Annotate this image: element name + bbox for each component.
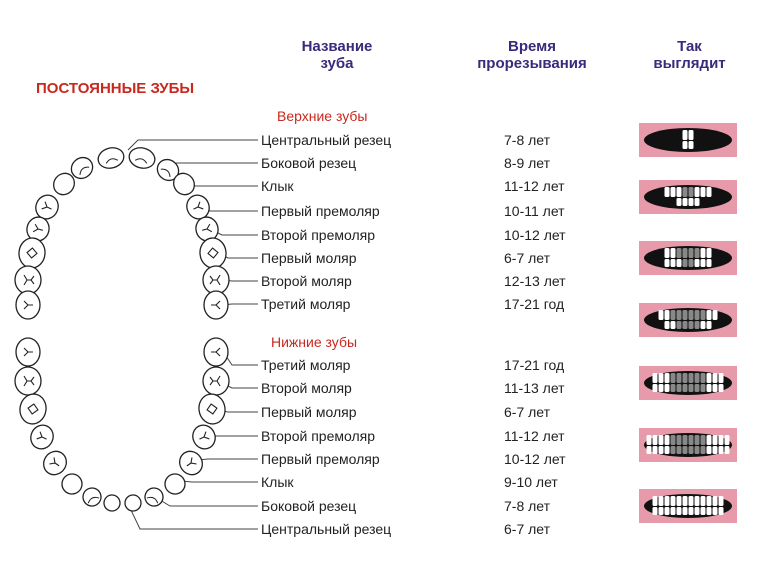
tooth xyxy=(204,338,228,366)
illustration-tooth xyxy=(695,248,700,258)
mouth-stage-7-illustration xyxy=(639,489,737,523)
header-appearance-line1: Так xyxy=(677,38,702,55)
illustration-tooth xyxy=(653,373,658,383)
illustration-tooth xyxy=(689,310,694,320)
header-appearance-line2: выглядит xyxy=(653,55,726,72)
tooth xyxy=(96,145,126,171)
illustration-tooth xyxy=(665,310,670,320)
illustration-tooth xyxy=(707,248,712,258)
tooth xyxy=(80,485,104,509)
illustration-tooth xyxy=(671,507,676,515)
illustration-tooth xyxy=(707,384,712,392)
illustration-tooth xyxy=(647,446,652,454)
illustration-tooth xyxy=(665,507,670,515)
illustration-tooth xyxy=(707,321,712,329)
illustration-tooth xyxy=(659,310,664,320)
illustration-tooth xyxy=(665,435,670,445)
illustration-tooth xyxy=(689,248,694,258)
upper-row-2-time: 8-9 лет xyxy=(504,155,551,171)
illustration-tooth xyxy=(683,384,688,392)
illustration-tooth xyxy=(677,446,682,454)
illustration-tooth xyxy=(665,248,670,258)
illustration-tooth xyxy=(719,496,724,506)
upper-row-2-name: Боковой резец xyxy=(261,155,357,171)
illustration-tooth xyxy=(695,310,700,320)
illustration-tooth xyxy=(689,259,694,267)
illustration-tooth xyxy=(659,384,664,392)
illustration-tooth xyxy=(683,198,688,206)
upper-row-7-time: 12-13 лет xyxy=(504,273,566,289)
header-eruption-time-line2: прорезывания xyxy=(477,55,587,72)
illustration-tooth xyxy=(701,435,706,445)
tooth xyxy=(199,237,228,269)
illustration-tooth xyxy=(701,248,706,258)
illustration-tooth xyxy=(671,310,676,320)
lower-row-5-name: Первый премоляр xyxy=(261,451,380,467)
header-tooth-name-line1: Название xyxy=(301,38,373,55)
illustration-tooth xyxy=(683,496,688,506)
illustration-tooth xyxy=(713,384,718,392)
leader-line xyxy=(198,459,258,460)
illustration-tooth xyxy=(665,259,670,267)
upper-row-7-name: Второй моляр xyxy=(261,273,352,289)
illustration-tooth xyxy=(677,248,682,258)
illustration-tooth xyxy=(701,496,706,506)
illustration-tooth xyxy=(659,446,664,454)
illustration-tooth xyxy=(713,446,718,454)
lower-row-7-time: 7-8 лет xyxy=(504,498,551,514)
illustration-tooth xyxy=(659,435,664,445)
illustration-tooth xyxy=(647,435,652,445)
illustration-tooth xyxy=(719,446,724,454)
lower-row-8-name: Центральный резец xyxy=(261,521,392,537)
illustration-tooth xyxy=(671,321,676,329)
illustration-tooth xyxy=(701,373,706,383)
leader-line xyxy=(164,160,258,163)
illustration-tooth xyxy=(707,446,712,454)
illustration-tooth xyxy=(683,141,688,149)
leader-line xyxy=(160,500,258,506)
lower-row-8-time: 6-7 лет xyxy=(504,521,551,537)
illustration-tooth xyxy=(659,496,664,506)
illustration-tooth xyxy=(659,507,664,515)
tooth xyxy=(175,447,207,479)
lower-row-6-name: Клык xyxy=(261,474,294,490)
tooth xyxy=(189,421,219,452)
lower-row-3-name: Первый моляр xyxy=(261,404,357,420)
illustration-tooth xyxy=(701,259,706,267)
illustration-tooth xyxy=(683,248,688,258)
illustration-tooth xyxy=(665,373,670,383)
leader-line xyxy=(212,230,258,235)
illustration-tooth xyxy=(671,187,676,197)
upper-teeth-heading: Верхние зубы xyxy=(277,108,368,124)
illustration-tooth xyxy=(707,435,712,445)
leader-line xyxy=(185,180,258,186)
illustration-tooth xyxy=(677,259,682,267)
illustration-tooth xyxy=(701,507,706,515)
illustration-tooth xyxy=(671,496,676,506)
lower-row-6-time: 9-10 лет xyxy=(504,474,558,490)
upper-row-1-name: Центральный резец xyxy=(261,132,392,148)
illustration-tooth xyxy=(719,373,724,383)
tooth xyxy=(203,367,229,395)
upper-row-3-time: 11-12 лет xyxy=(504,178,565,194)
illustration-tooth xyxy=(695,259,700,267)
illustration-tooth xyxy=(713,507,718,515)
illustration-tooth xyxy=(677,496,682,506)
illustration-tooth xyxy=(653,446,658,454)
illustration-tooth xyxy=(665,446,670,454)
illustration-tooth xyxy=(695,187,700,197)
illustration-tooth xyxy=(689,130,694,140)
illustration-tooth xyxy=(701,187,706,197)
lower-row-7-name: Боковой резец xyxy=(261,498,357,514)
lower-row-2-time: 11-13 лет xyxy=(504,380,565,396)
illustration-tooth xyxy=(665,496,670,506)
upper-row-6-time: 6-7 лет xyxy=(504,250,551,266)
illustration-tooth xyxy=(683,321,688,329)
illustration-tooth xyxy=(689,321,694,329)
header-tooth-name-line2: зуба xyxy=(320,55,354,72)
illustration-tooth xyxy=(677,187,682,197)
illustration-tooth xyxy=(701,321,706,329)
illustration-tooth xyxy=(695,496,700,506)
upper-row-1-time: 7-8 лет xyxy=(504,132,551,148)
illustration-tooth xyxy=(707,373,712,383)
tooth xyxy=(161,470,189,498)
illustration-tooth xyxy=(683,310,688,320)
illustration-tooth xyxy=(713,373,718,383)
illustration-tooth xyxy=(671,384,676,392)
illustration-tooth xyxy=(677,507,682,515)
lower-row-2-name: Второй моляр xyxy=(261,380,352,396)
illustration-tooth xyxy=(689,187,694,197)
illustration-tooth xyxy=(695,446,700,454)
illustration-tooth xyxy=(665,321,670,329)
mouth-stage-4-illustration xyxy=(639,303,737,337)
illustration-tooth xyxy=(725,446,730,454)
lower-teeth-heading: Нижние зубы xyxy=(271,334,358,350)
lower-row-4-name: Второй премоляр xyxy=(261,428,375,444)
illustration-tooth xyxy=(719,435,724,445)
upper-row-5-name: Второй премоляр xyxy=(261,227,375,243)
illustration-tooth xyxy=(683,130,688,140)
tooth xyxy=(16,338,40,366)
mouth-stage-2-illustration xyxy=(639,180,737,214)
tooth xyxy=(39,447,71,479)
illustration-tooth xyxy=(707,310,712,320)
illustration-tooth xyxy=(671,259,676,267)
illustration-tooth xyxy=(689,384,694,392)
illustration-tooth xyxy=(689,507,694,515)
tooth xyxy=(58,470,86,498)
illustration-tooth xyxy=(695,321,700,329)
illustration-tooth xyxy=(713,435,718,445)
lower-row-1-time: 17-21 год xyxy=(504,357,565,373)
upper-row-4-time: 10-11 лет xyxy=(504,203,565,219)
illustration-tooth xyxy=(671,248,676,258)
illustration-tooth xyxy=(671,446,676,454)
illustration-tooth xyxy=(689,435,694,445)
tooth xyxy=(15,367,41,395)
tooth xyxy=(103,494,120,511)
illustration-tooth xyxy=(653,496,658,506)
illustration-tooth xyxy=(695,435,700,445)
illustration-tooth xyxy=(719,507,724,515)
illustration-tooth xyxy=(683,446,688,454)
lower-row-5-time: 10-12 лет xyxy=(504,451,566,467)
illustration-tooth xyxy=(689,446,694,454)
mouth-stage-6-illustration xyxy=(639,428,737,462)
illustration-tooth xyxy=(701,384,706,392)
tooth xyxy=(204,291,228,319)
illustration-tooth xyxy=(713,496,718,506)
illustration-tooth xyxy=(695,198,700,206)
mouth-stage-1-illustration xyxy=(639,123,737,157)
illustration-tooth xyxy=(695,373,700,383)
illustration-tooth xyxy=(719,384,724,392)
illustration-tooth xyxy=(677,384,682,392)
tooth xyxy=(124,494,141,511)
tooth xyxy=(127,145,157,171)
illustration-tooth xyxy=(683,507,688,515)
illustration-tooth xyxy=(713,310,718,320)
illustration-tooth xyxy=(653,384,658,392)
illustration-tooth xyxy=(665,187,670,197)
illustration-tooth xyxy=(695,507,700,515)
illustration-tooth xyxy=(671,373,676,383)
lower-row-3-time: 6-7 лет xyxy=(504,404,551,420)
illustration-tooth xyxy=(659,373,664,383)
illustration-tooth xyxy=(677,198,682,206)
upper-row-3-name: Клык xyxy=(261,178,294,194)
illustration-tooth xyxy=(707,259,712,267)
illustration-tooth xyxy=(683,259,688,267)
mouth-stage-5-illustration xyxy=(639,366,737,400)
illustration-tooth xyxy=(707,496,712,506)
illustration-tooth xyxy=(689,496,694,506)
tooth xyxy=(27,421,57,452)
illustration-tooth xyxy=(707,507,712,515)
tooth xyxy=(197,392,228,426)
lower-row-1-name: Третий моляр xyxy=(261,357,351,373)
illustration-tooth xyxy=(677,373,682,383)
illustration-tooth xyxy=(665,384,670,392)
illustration-tooth xyxy=(677,435,682,445)
illustration-tooth xyxy=(653,507,658,515)
mouth-stage-3-illustration xyxy=(639,241,737,275)
leader-line xyxy=(128,140,258,150)
page-title: ПОСТОЯННЫЕ ЗУБЫ xyxy=(36,80,195,97)
illustration-tooth xyxy=(695,384,700,392)
tooth xyxy=(203,266,229,294)
illustration-tooth xyxy=(725,435,730,445)
illustration-tooth xyxy=(677,310,682,320)
lower-arch xyxy=(15,338,229,512)
illustration-tooth xyxy=(689,373,694,383)
tooth xyxy=(18,237,47,269)
illustration-tooth xyxy=(653,435,658,445)
upper-row-4-name: Первый премоляр xyxy=(261,203,380,219)
leader-line xyxy=(182,481,258,482)
illustration-tooth xyxy=(677,321,682,329)
leader-line xyxy=(130,508,258,529)
upper-row-5-time: 10-12 лет xyxy=(504,227,566,243)
tooth xyxy=(142,485,166,509)
illustration-tooth xyxy=(689,198,694,206)
illustration-tooth xyxy=(701,310,706,320)
upper-row-8-name: Третий моляр xyxy=(261,296,351,312)
illustration-tooth xyxy=(683,435,688,445)
illustration-tooth xyxy=(671,435,676,445)
illustration-tooth xyxy=(683,373,688,383)
tooth xyxy=(16,291,40,319)
illustration-tooth xyxy=(689,141,694,149)
tooth xyxy=(15,266,41,294)
upper-row-6-name: Первый моляр xyxy=(261,250,357,266)
illustration-tooth xyxy=(707,187,712,197)
lower-row-4-time: 11-12 лет xyxy=(504,428,565,444)
upper-row-8-time: 17-21 год xyxy=(504,296,565,312)
tooth xyxy=(18,392,49,426)
header-eruption-time-line1: Время xyxy=(508,38,556,55)
illustration-tooth xyxy=(683,187,688,197)
upper-arch xyxy=(15,145,229,319)
illustration-tooth xyxy=(701,446,706,454)
